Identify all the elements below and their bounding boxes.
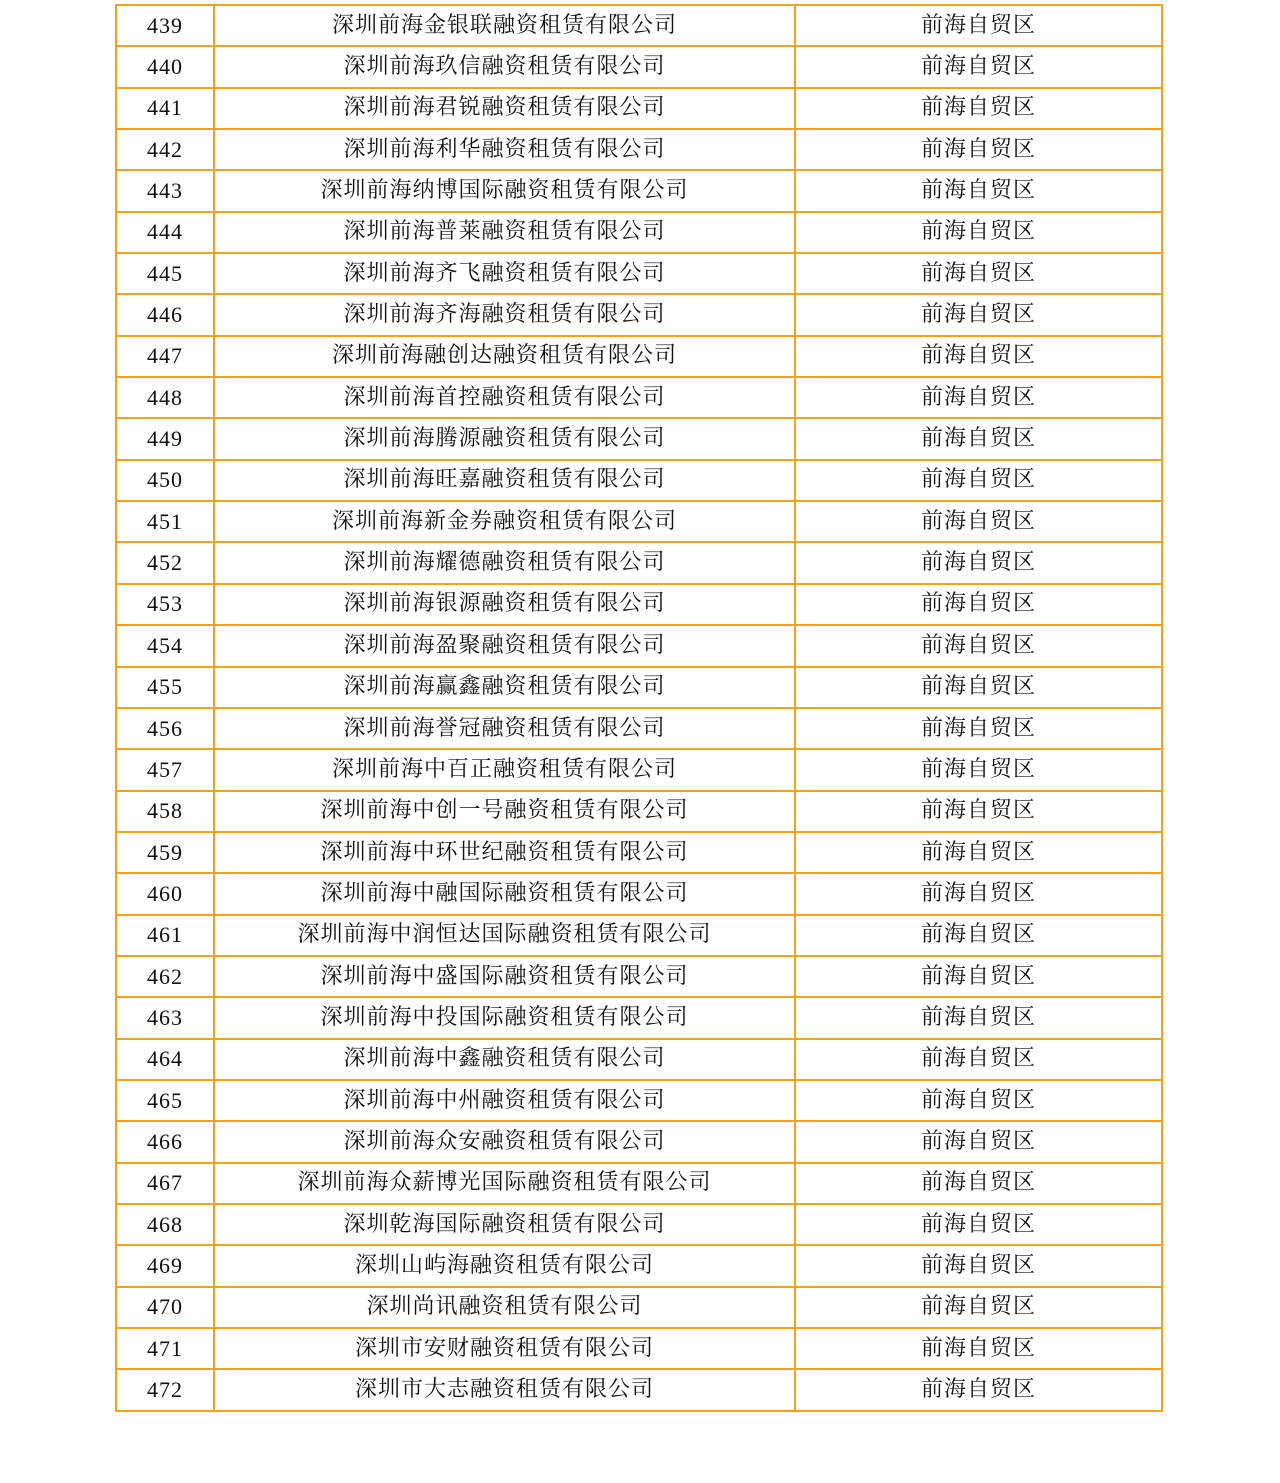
company-name-cell: 深圳前海银源融资租赁有限公司 (214, 584, 795, 625)
zone-cell: 前海自贸区 (795, 46, 1162, 87)
zone-cell: 前海自贸区 (795, 708, 1162, 749)
zone-cell: 前海自贸区 (795, 170, 1162, 211)
table-row (116, 1121, 1162, 1162)
company-name-cell: 深圳前海赢鑫融资租赁有限公司 (214, 667, 795, 708)
company-name-cell: 深圳前海中融国际融资租赁有限公司 (214, 873, 795, 914)
row-number-cell: 470 (116, 1287, 214, 1328)
table-row (116, 5, 1162, 46)
table-row (116, 294, 1162, 335)
row-number-cell: 450 (116, 460, 214, 501)
zone-cell: 前海自贸区 (795, 1163, 1162, 1204)
table-row (116, 1287, 1162, 1328)
row-number-cell: 456 (116, 708, 214, 749)
zone-cell: 前海自贸区 (795, 873, 1162, 914)
row-number-cell: 452 (116, 542, 214, 583)
zone-cell: 前海自贸区 (795, 1287, 1162, 1328)
row-number-cell: 462 (116, 956, 214, 997)
row-number-cell: 457 (116, 749, 214, 790)
row-number-cell: 461 (116, 915, 214, 956)
company-name-cell: 深圳前海中创一号融资租赁有限公司 (214, 791, 795, 832)
company-name-cell: 深圳市安财融资租赁有限公司 (214, 1328, 795, 1369)
row-number-cell: 453 (116, 584, 214, 625)
table-row (116, 625, 1162, 666)
zone-cell: 前海自贸区 (795, 956, 1162, 997)
row-number-cell: 455 (116, 667, 214, 708)
table-row (116, 997, 1162, 1038)
company-name-cell: 深圳前海中百正融资租赁有限公司 (214, 749, 795, 790)
row-number-cell: 469 (116, 1245, 214, 1286)
company-name-cell: 深圳前海腾源融资租赁有限公司 (214, 418, 795, 459)
row-number-cell: 444 (116, 212, 214, 253)
zone-cell: 前海自贸区 (795, 749, 1162, 790)
zone-cell: 前海自贸区 (795, 667, 1162, 708)
company-name-cell: 深圳前海首控融资租赁有限公司 (214, 377, 795, 418)
row-number-cell: 471 (116, 1328, 214, 1369)
company-name-cell: 深圳前海普莱融资租赁有限公司 (214, 212, 795, 253)
company-name-cell: 深圳前海君锐融资租赁有限公司 (214, 88, 795, 129)
zone-cell: 前海自贸区 (795, 88, 1162, 129)
company-name-cell: 深圳前海中投国际融资租赁有限公司 (214, 997, 795, 1038)
table-row (116, 88, 1162, 129)
table-row (116, 542, 1162, 583)
row-number-cell: 448 (116, 377, 214, 418)
company-name-cell: 深圳前海誉冠融资租赁有限公司 (214, 708, 795, 749)
table-row (116, 501, 1162, 542)
zone-cell: 前海自贸区 (795, 1245, 1162, 1286)
zone-cell: 前海自贸区 (795, 1080, 1162, 1121)
row-number-cell: 467 (116, 1163, 214, 1204)
row-number-cell: 459 (116, 832, 214, 873)
row-number-cell: 463 (116, 997, 214, 1038)
table-row (116, 1080, 1162, 1121)
zone-cell: 前海自贸区 (795, 1369, 1162, 1410)
company-name-cell: 深圳前海纳博国际融资租赁有限公司 (214, 170, 795, 211)
zone-cell: 前海自贸区 (795, 460, 1162, 501)
table-row (116, 1163, 1162, 1204)
row-number-cell: 458 (116, 791, 214, 832)
row-number-cell: 449 (116, 418, 214, 459)
row-number-cell: 440 (116, 46, 214, 87)
row-number-cell: 454 (116, 625, 214, 666)
row-number-cell: 466 (116, 1121, 214, 1162)
zone-cell: 前海自贸区 (795, 501, 1162, 542)
zone-cell: 前海自贸区 (795, 336, 1162, 377)
table-row (116, 708, 1162, 749)
table-row (116, 667, 1162, 708)
table-row (116, 915, 1162, 956)
zone-cell: 前海自贸区 (795, 1328, 1162, 1369)
company-name-cell: 深圳前海中环世纪融资租赁有限公司 (214, 832, 795, 873)
zone-cell: 前海自贸区 (795, 1121, 1162, 1162)
row-number-cell: 460 (116, 873, 214, 914)
zone-cell: 前海自贸区 (795, 212, 1162, 253)
table-row (116, 253, 1162, 294)
row-number-cell: 464 (116, 1039, 214, 1080)
zone-cell: 前海自贸区 (795, 832, 1162, 873)
table-row (116, 212, 1162, 253)
table-row (116, 791, 1162, 832)
zone-cell: 前海自贸区 (795, 584, 1162, 625)
row-number-cell: 447 (116, 336, 214, 377)
company-name-cell: 深圳前海盈聚融资租赁有限公司 (214, 625, 795, 666)
company-name-cell: 深圳前海中鑫融资租赁有限公司 (214, 1039, 795, 1080)
row-number-cell: 442 (116, 129, 214, 170)
zone-cell: 前海自贸区 (795, 1204, 1162, 1245)
table-row (116, 1369, 1162, 1410)
table-row (116, 46, 1162, 87)
row-number-cell: 468 (116, 1204, 214, 1245)
company-registry-table (115, 4, 1163, 1412)
row-number-cell: 465 (116, 1080, 214, 1121)
row-number-cell: 443 (116, 170, 214, 211)
table-row (116, 873, 1162, 914)
company-name-cell: 深圳尚讯融资租赁有限公司 (214, 1287, 795, 1328)
company-name-cell: 深圳前海中润恒达国际融资租赁有限公司 (214, 915, 795, 956)
table-row (116, 832, 1162, 873)
company-name-cell: 深圳前海中州融资租赁有限公司 (214, 1080, 795, 1121)
company-name-cell: 深圳前海耀德融资租赁有限公司 (214, 542, 795, 583)
company-name-cell: 深圳前海新金券融资租赁有限公司 (214, 501, 795, 542)
row-number-cell: 439 (116, 5, 214, 46)
zone-cell: 前海自贸区 (795, 625, 1162, 666)
company-name-cell: 深圳前海金银联融资租赁有限公司 (214, 5, 795, 46)
table-row (116, 129, 1162, 170)
company-name-cell: 深圳前海玖信融资租赁有限公司 (214, 46, 795, 87)
company-name-cell: 深圳前海齐飞融资租赁有限公司 (214, 253, 795, 294)
company-name-cell: 深圳前海众薪博光国际融资租赁有限公司 (214, 1163, 795, 1204)
table-row (116, 956, 1162, 997)
table-body (116, 5, 1162, 1411)
zone-cell: 前海自贸区 (795, 542, 1162, 583)
zone-cell: 前海自贸区 (795, 129, 1162, 170)
table-row (116, 170, 1162, 211)
zone-cell: 前海自贸区 (795, 5, 1162, 46)
company-name-cell: 深圳前海旺嘉融资租赁有限公司 (214, 460, 795, 501)
row-number-cell: 451 (116, 501, 214, 542)
company-name-cell: 深圳前海利华融资租赁有限公司 (214, 129, 795, 170)
table-row (116, 749, 1162, 790)
table-row (116, 377, 1162, 418)
zone-cell: 前海自贸区 (795, 997, 1162, 1038)
table-row (116, 1039, 1162, 1080)
table-row (116, 460, 1162, 501)
company-name-cell: 深圳前海众安融资租赁有限公司 (214, 1121, 795, 1162)
zone-cell: 前海自贸区 (795, 294, 1162, 335)
table-row (116, 1328, 1162, 1369)
zone-cell: 前海自贸区 (795, 1039, 1162, 1080)
zone-cell: 前海自贸区 (795, 915, 1162, 956)
table-row (116, 1204, 1162, 1245)
row-number-cell: 445 (116, 253, 214, 294)
table-row (116, 1245, 1162, 1286)
row-number-cell: 441 (116, 88, 214, 129)
company-name-cell: 深圳前海中盛国际融资租赁有限公司 (214, 956, 795, 997)
zone-cell: 前海自贸区 (795, 253, 1162, 294)
company-name-cell: 深圳山屿海融资租赁有限公司 (214, 1245, 795, 1286)
row-number-cell: 472 (116, 1369, 214, 1410)
company-name-cell: 深圳前海融创达融资租赁有限公司 (214, 336, 795, 377)
zone-cell: 前海自贸区 (795, 791, 1162, 832)
zone-cell: 前海自贸区 (795, 418, 1162, 459)
company-name-cell: 深圳前海齐海融资租赁有限公司 (214, 294, 795, 335)
table-row (116, 418, 1162, 459)
zone-cell: 前海自贸区 (795, 377, 1162, 418)
row-number-cell: 446 (116, 294, 214, 335)
company-name-cell: 深圳乾海国际融资租赁有限公司 (214, 1204, 795, 1245)
company-name-cell: 深圳市大志融资租赁有限公司 (214, 1369, 795, 1410)
table-row (116, 584, 1162, 625)
table-row (116, 336, 1162, 377)
